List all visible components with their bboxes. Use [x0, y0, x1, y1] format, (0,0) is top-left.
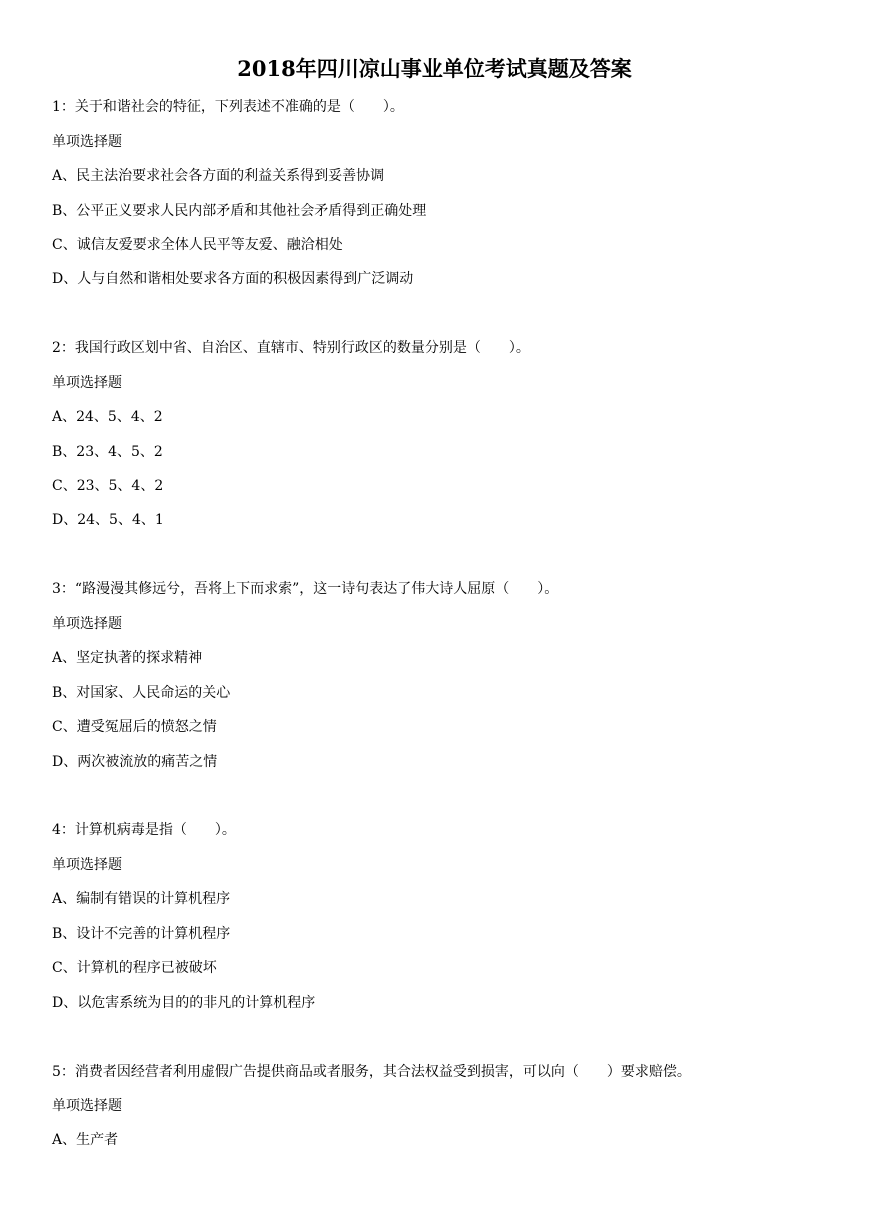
question-1-option-a: A、民主法治要求社会各方面的利益关系得到妥善协调 — [52, 168, 385, 184]
question-3-option-c: C、遭受冤屈后的愤怒之情 — [52, 719, 217, 735]
question-2-option-a: A、24、5、4、2 — [52, 409, 163, 425]
question-5-stem: 5：消费者因经营者利用虚假广告提供商品或者服务，其合法权益受到损害，可以向（ ）要求赔偿。 — [52, 1064, 691, 1080]
question-1-stem: 1：关于和谐社会的特征，下列表述不准确的是（ ）。 — [52, 99, 404, 115]
question-4-option-d: D、以危害系统为目的的非凡的计算机程序 — [52, 995, 316, 1011]
question-4-stem: 4：计算机病毒是指（ ）。 — [52, 822, 236, 838]
question-1-option-d: D、人与自然和谐相处要求各方面的积极因素得到广泛调动 — [52, 271, 414, 287]
question-4-type: 单项选择题 — [52, 857, 122, 873]
question-5-option-a: A、生产者 — [52, 1132, 119, 1148]
question-1-option-b: B、公平正义要求人民内部矛盾和其他社会矛盾得到正确处理 — [52, 203, 427, 219]
question-1-option-c: C、诚信友爱要求全体人民平等友爱、融洽相处 — [52, 237, 343, 253]
question-5-type: 单项选择题 — [52, 1098, 122, 1114]
question-2-option-b: B、23、4、5、2 — [52, 444, 163, 460]
question-2-stem: 2：我国行政区划中省、自治区、直辖市、特别行政区的数量分别是（ ）。 — [52, 340, 530, 356]
question-4-option-a: A、编制有错误的计算机程序 — [52, 891, 231, 907]
question-3-option-d: D、两次被流放的痛苦之情 — [52, 754, 218, 770]
question-4-option-b: B、设计不完善的计算机程序 — [52, 926, 231, 942]
question-3-type: 单项选择题 — [52, 616, 122, 632]
question-4-option-c: C、计算机的程序已被破坏 — [52, 960, 217, 976]
question-3-option-a: A、坚定执著的探求精神 — [52, 650, 203, 666]
question-3-stem: 3：“路漫漫其修远兮，吾将上下而求索”，这一诗句表达了伟大诗人屈原（ ）。 — [52, 581, 559, 597]
question-1-type: 单项选择题 — [52, 134, 122, 150]
question-2-type: 单项选择题 — [52, 375, 122, 391]
question-3-option-b: B、对国家、人民命运的关心 — [52, 685, 231, 701]
document-title: 2018年四川凉山事业单位考试真题及答案 — [237, 56, 632, 81]
question-2-option-c: C、23、5、4、2 — [52, 478, 164, 494]
question-2-option-d: D、24、5、4、1 — [52, 512, 164, 528]
